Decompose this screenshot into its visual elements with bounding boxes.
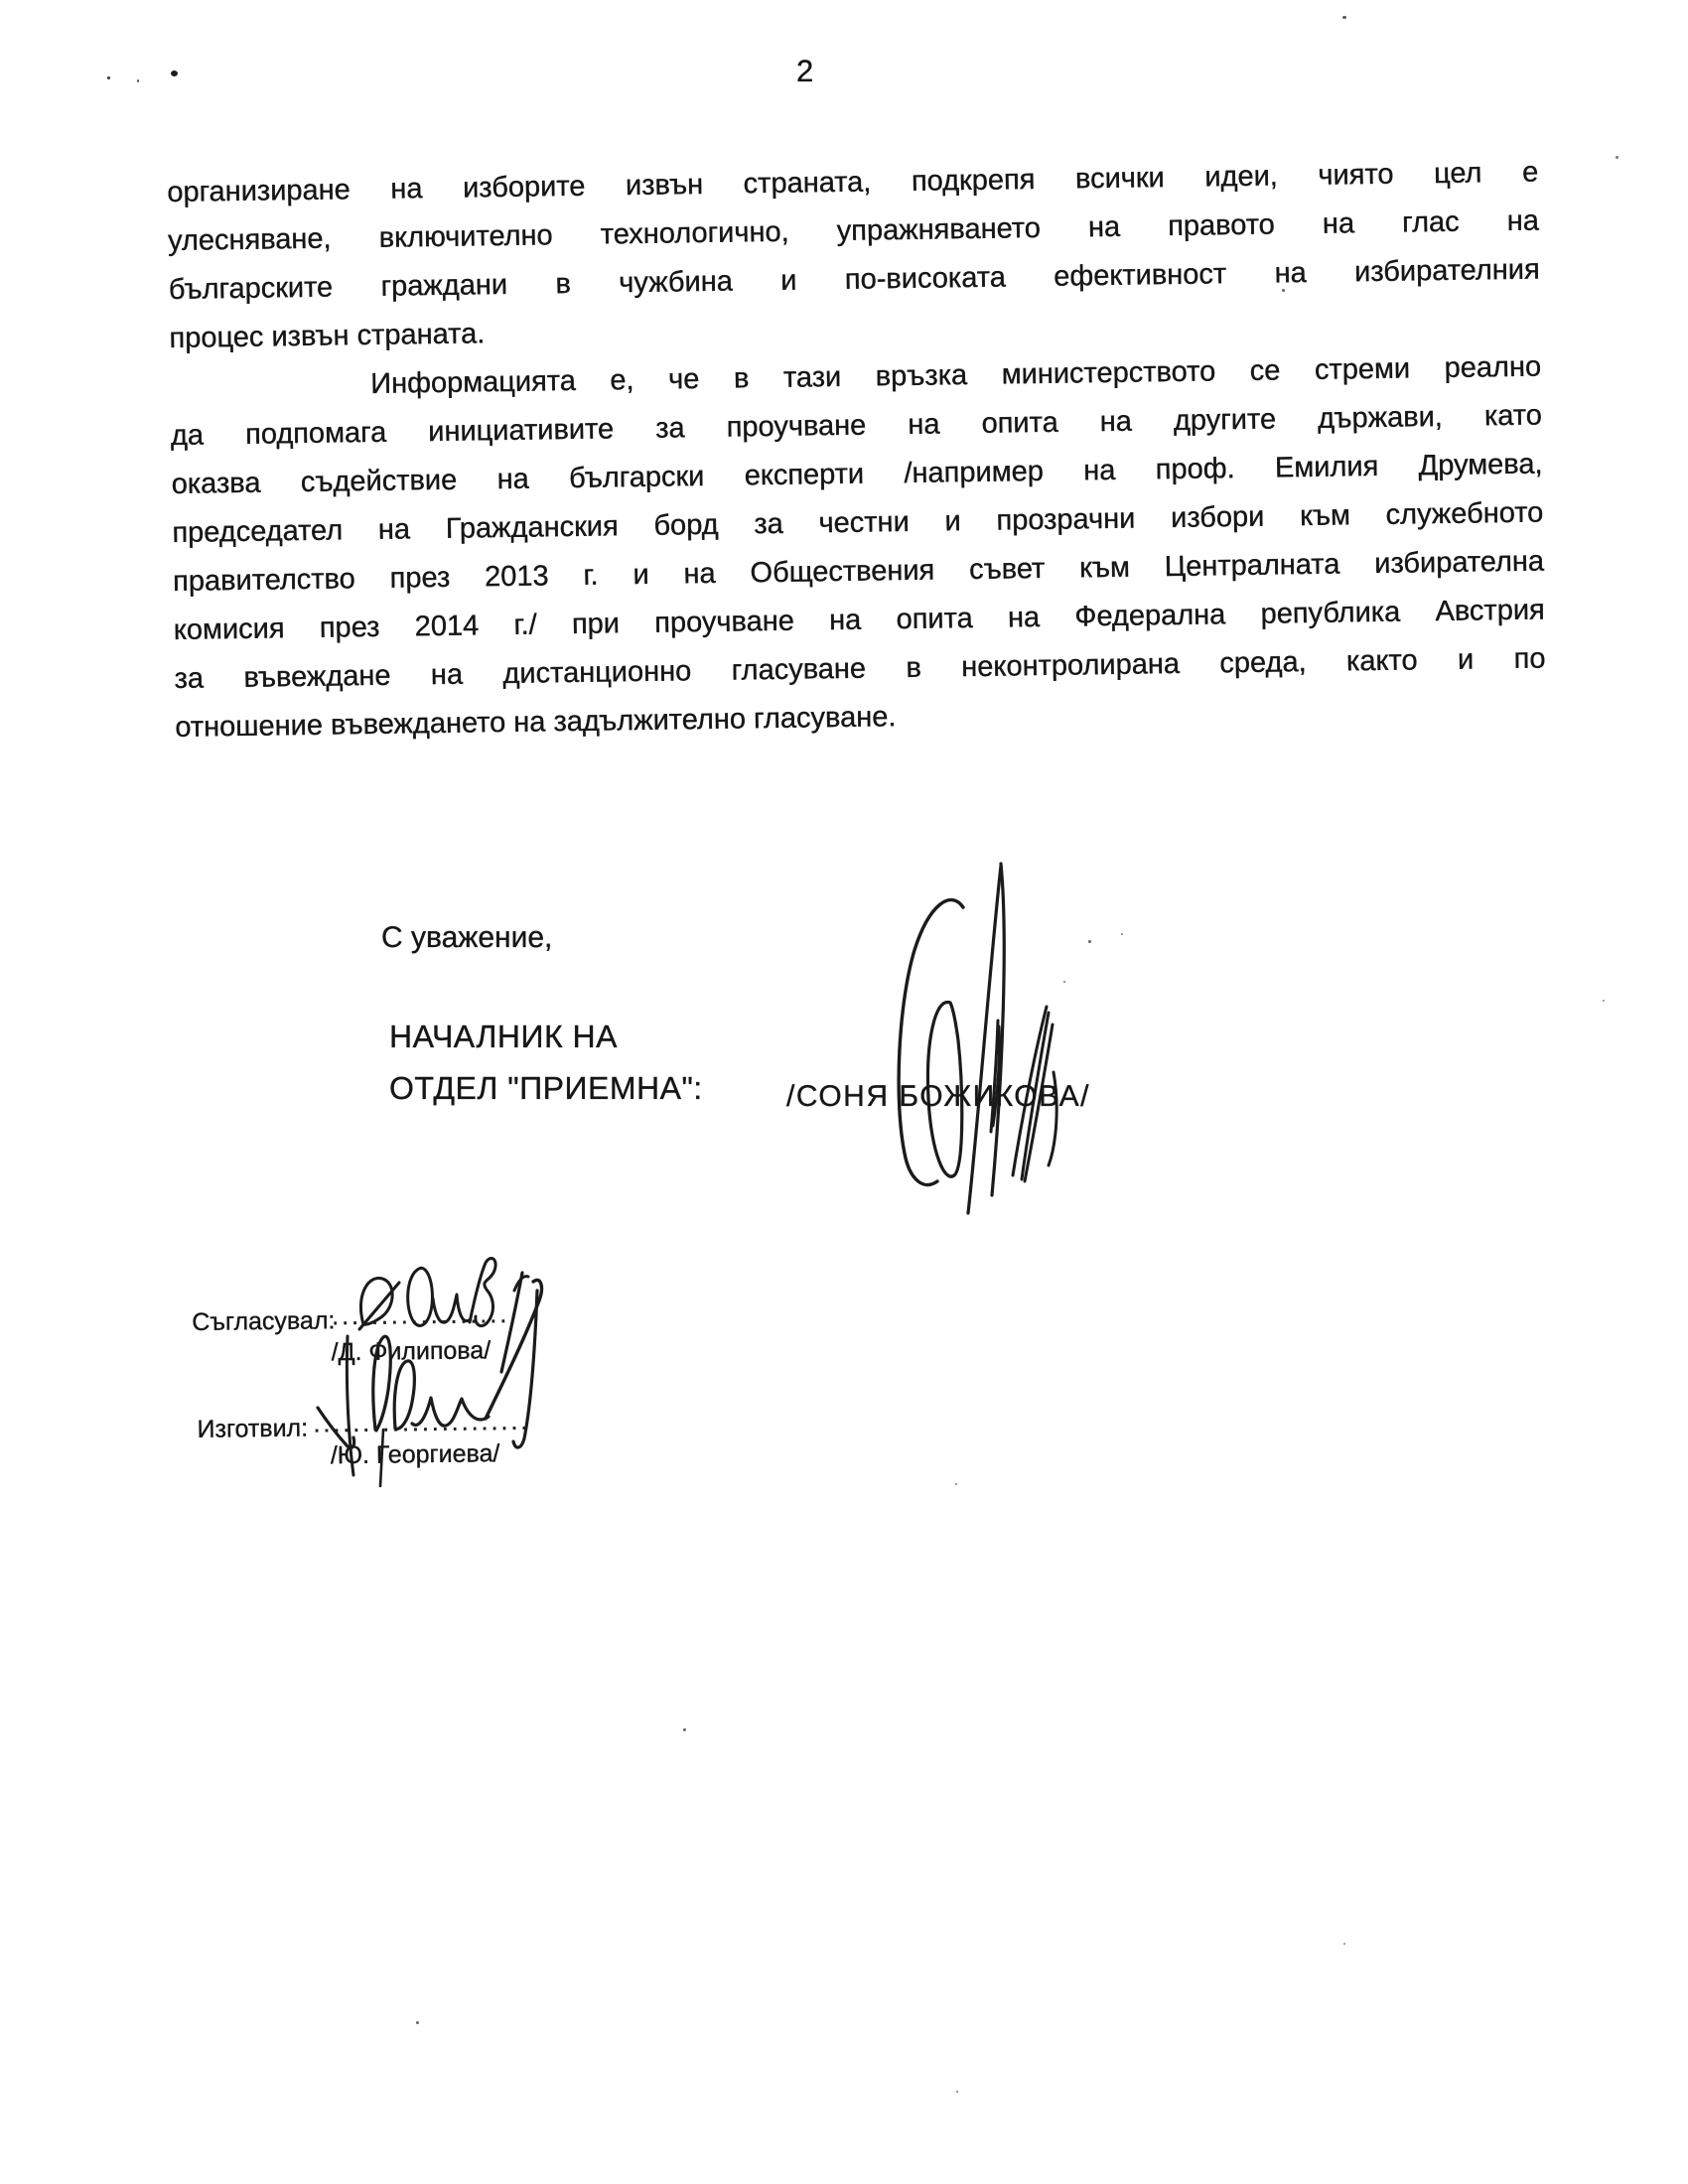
scan-speck <box>416 2021 419 2024</box>
page-number: 2 <box>796 54 814 88</box>
signer-name: /СОНЯ БОЖИКОВА/ <box>786 1080 1090 1113</box>
prepared-dotted-line: ...................... <box>313 1407 531 1438</box>
signer-title-line1: НАЧАЛНИК НА <box>389 1019 618 1054</box>
body-line-6: да подпомага инициативите за проучване на опита на другите държави, като <box>170 399 1543 452</box>
scan-speck <box>1121 933 1123 935</box>
scan-speck <box>955 1483 957 1485</box>
scan-speck <box>137 79 139 82</box>
scan-speck <box>1342 16 1346 19</box>
agreed-name: /Д. Филипова/ <box>331 1336 492 1367</box>
agreed-label: Съгласувал: <box>192 1306 336 1336</box>
scan-speck <box>1603 1000 1605 1002</box>
salutation: С уважение, <box>381 921 553 954</box>
prepared-label: Изготвил: <box>197 1414 309 1443</box>
body-line-9: правителство през 2013 г. и на Обществения съвет към Централната избирателна <box>172 545 1545 598</box>
body-line-7: оказва съдействие на български експерти /например на проф. Емилия Друмева, <box>171 448 1543 500</box>
body-line-1: организиране на изборите извън страната, подкрепя всички идеи, чиято цел е <box>167 156 1539 208</box>
body-line-11: за въвеждане на дистанционно гласуване в неконтролирана среда, както и по <box>174 642 1546 695</box>
body-line-10: комисия през 2014 г./ при проучване на опита на Федерална република Австрия <box>173 594 1545 646</box>
scan-speck <box>107 76 110 79</box>
scan-speck <box>171 70 178 76</box>
scan-speck <box>683 1728 686 1731</box>
body-line-8: председател на Гражданския борд за честни и прозрачни избори към служебното <box>172 496 1544 549</box>
letter-body <box>167 149 1547 752</box>
scan-speck <box>1616 156 1618 159</box>
body-line-2: улесняване, включително технологично, упражняването на правото на глас на <box>167 205 1540 257</box>
signature-yu-georgieva-icon <box>296 1259 569 1492</box>
signer-title-line2: ОТДЕЛ "ПРИЕМНА": <box>389 1070 703 1106</box>
body-line-5: Информацията е, че в тази връзка министерството се стреми реално <box>370 350 1542 400</box>
scan-speck <box>956 2091 958 2093</box>
prepared-name: /Ю. Георгиева/ <box>330 1439 500 1470</box>
body-line-12: отношение въвеждането на задължително гласуване. <box>175 701 897 744</box>
body-line-4: процес извън страната. <box>169 318 486 354</box>
signature-sonya-bozhikova-icon <box>852 846 1090 1228</box>
body-line-3: българските граждани в чужбина и по-високата ефективност на избирателния <box>168 253 1540 306</box>
scan-speck <box>1343 1943 1345 1945</box>
agreed-dotted-line: .................. <box>331 1300 510 1331</box>
